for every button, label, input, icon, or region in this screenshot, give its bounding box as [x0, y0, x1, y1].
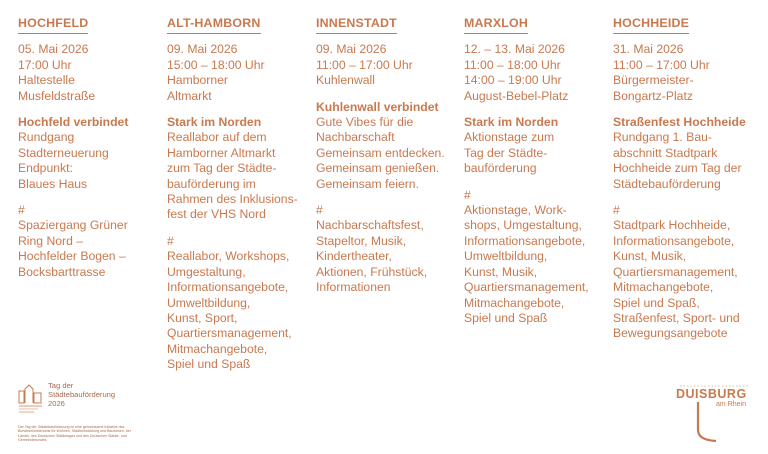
tag-line: Quartiersmanagement,	[464, 280, 589, 295]
hash-marker: #	[316, 203, 323, 218]
event-column	[167, 16, 309, 373]
desc-line: zum Tag der Städte-	[167, 161, 277, 176]
tag-line: Nachbarschaftsfest,	[316, 218, 424, 233]
desc-line: Blaues Haus	[18, 176, 88, 191]
desc-line: Rundgang	[18, 130, 75, 145]
tag-line: Umgestaltung,	[167, 264, 246, 279]
desc-line: Nachbarschaft	[316, 130, 395, 145]
district-heading: INNENSTADT	[316, 16, 397, 34]
event-tags	[18, 218, 160, 280]
desc-line: abschnitt Stadtpark	[613, 145, 718, 160]
desc-line: Rundgang 1. Bau-	[613, 130, 712, 145]
duisburg-logo	[676, 384, 760, 444]
tag-line: Spiel und Spaß	[464, 310, 548, 325]
desc-line: bauförderung	[464, 161, 537, 176]
tag-line: Spiel und Spaß	[167, 357, 251, 372]
tag-line: Informationsangebote,	[167, 280, 289, 295]
event-tags	[613, 218, 755, 341]
tdst-line-1: Tag der	[48, 381, 74, 390]
when-line: 05. Mai 2026	[18, 42, 89, 57]
when-line: Haltestelle	[18, 73, 75, 88]
tag-line: Kunst, Musik,	[464, 264, 538, 279]
when-line: Musfeldstraße	[18, 88, 96, 103]
event-description	[18, 130, 160, 192]
tag-line: Informationen	[316, 280, 391, 295]
tag-line: Umweltbildung,	[464, 249, 548, 264]
event-date-time-place	[316, 42, 458, 88]
when-line: 15:00 – 18:00 Uhr	[167, 57, 265, 72]
event-description	[316, 115, 458, 192]
desc-line: Aktionstage zum	[464, 130, 555, 145]
desc-line: Hamborner Altmarkt	[167, 145, 276, 160]
tag-line: Aktionstage, Work-	[464, 203, 567, 218]
event-description	[464, 130, 606, 176]
tag-line: Stadtpark Hochheide,	[613, 218, 731, 233]
hash-marker: #	[613, 203, 620, 218]
when-line: 11:00 – 17:00 Uhr	[316, 57, 413, 72]
event-title: Straßenfest Hochheide	[613, 115, 746, 130]
tag-line: Hochfelder Bogen –	[18, 249, 126, 264]
when-line: 31. Mai 2026	[613, 42, 684, 57]
event-column	[18, 16, 160, 280]
desc-line: Gemeinsam genießen.	[316, 161, 440, 176]
when-line: Altmarkt	[167, 88, 212, 103]
tag-line: shops, Umgestaltung,	[464, 218, 582, 233]
event-title: Kuhlenwall verbindet	[316, 99, 439, 114]
when-line: Kuhlenwall	[316, 73, 375, 88]
event-tags	[167, 249, 309, 372]
when-line: 11:00 – 17:00 Uhr	[613, 57, 710, 72]
desc-line: Städtebauförderung	[613, 176, 721, 191]
when-line: Hamborner	[167, 73, 228, 88]
fineprint: Der Tag der Städtebauförderung ist eine gemeinsame Initiative des Bundesministeriums für Wohnen, Stadtentwicklung und Bauwesen, der Länder, des Deutschen Städtetages und des Deutschen Städte- und Gemeindebundes.	[18, 425, 131, 443]
desc-line: Gemeinsam feiern.	[316, 176, 419, 191]
event-description	[613, 130, 755, 192]
tag-line: Bewegungsangebote	[613, 326, 728, 341]
event-column	[316, 16, 458, 296]
when-line: 09. Mai 2026	[167, 42, 238, 57]
when-line: 17:00 Uhr	[18, 57, 72, 72]
event-date-time-place	[464, 42, 606, 104]
district-heading: HOCHFELD	[18, 16, 88, 34]
desc-line: bauförderung im	[167, 176, 256, 191]
tag-line: Kunst, Sport,	[167, 310, 238, 325]
district-heading: HOCHHEIDE	[613, 16, 689, 34]
when-line: 14:00 – 19:00 Uhr	[464, 73, 562, 88]
tag-line: Aktionen, Frühstück,	[316, 264, 428, 279]
tag-line: Quartiersmanagement,	[613, 264, 738, 279]
tag-line: Kindertheater,	[316, 249, 392, 264]
when-line: Bongartz-Platz	[613, 88, 693, 103]
desc-line: fest der VHS Nord	[167, 207, 266, 222]
when-line: Bürgermeister-	[613, 73, 694, 88]
district-heading: ALT-HAMBORN	[167, 16, 261, 34]
desc-line: Gute Vibes für die	[316, 115, 414, 130]
when-line: August-Bebel-Platz	[464, 88, 569, 103]
tag-line: Mitmachangebote,	[167, 341, 268, 356]
event-title: Stark im Norden	[167, 115, 262, 130]
tdst-line-3: 2026	[48, 399, 65, 408]
event-column	[613, 16, 755, 342]
desc-line: Stadterneuerung	[18, 145, 109, 160]
event-tags	[316, 218, 458, 295]
tdst-line-2: Städtebauförderung	[48, 390, 116, 399]
desc-line: Rahmen des Inklusions-	[167, 192, 298, 207]
event-tags	[464, 203, 606, 326]
when-line: 11:00 – 18:00 Uhr	[464, 57, 561, 72]
hash-marker: #	[464, 187, 471, 202]
tag-line: Stapeltor, Musik,	[316, 233, 407, 248]
tag-line: Quartiersmanagement,	[167, 326, 292, 341]
houses-icon	[18, 381, 44, 415]
tag-line: Kunst, Musik,	[613, 249, 687, 264]
desc-line: Hochheide zum Tag der	[613, 161, 742, 176]
desc-line: Gemeinsam entdecken.	[316, 145, 445, 160]
tag-line: Spaziergang Grüner	[18, 218, 128, 233]
tag-line: Informationsangebote,	[613, 233, 735, 248]
event-description	[167, 130, 309, 222]
tag-line: Mitmachangebote,	[613, 280, 714, 295]
tag-line: Bocksbarttrasse	[18, 264, 106, 279]
tag-der-staedtebaufoerderung-logo	[18, 381, 158, 421]
duisburg-subline: am Rhein	[716, 401, 746, 408]
when-line: 09. Mai 2026	[316, 42, 387, 57]
district-heading: MARXLOH	[464, 16, 528, 34]
event-title: Stark im Norden	[464, 115, 559, 130]
event-date-time-place	[167, 42, 309, 104]
hash-marker: #	[167, 233, 174, 248]
tag-line: Mitmachangebote,	[464, 295, 565, 310]
event-date-time-place	[613, 42, 755, 104]
event-title: Hochfeld verbindet	[18, 115, 129, 130]
tag-line: Umweltbildung,	[167, 295, 251, 310]
event-column	[464, 16, 606, 326]
tag-line: Reallabor, Workshops,	[167, 249, 290, 264]
when-line: 12. – 13. Mai 2026	[464, 42, 565, 57]
tag-line: Informationsangebote,	[464, 233, 586, 248]
tag-line: Spiel und Spaß,	[613, 295, 700, 310]
desc-line: Reallabor auf dem	[167, 130, 267, 145]
desc-line: Endpunkt:	[18, 161, 73, 176]
event-date-time-place	[18, 42, 160, 104]
duisburg-wordmark: DUISBURG	[676, 387, 747, 401]
tag-line: Ring Nord –	[18, 233, 84, 248]
desc-line: Tag der Städte-	[464, 145, 548, 160]
tag-line: Straßenfest, Sport- und	[613, 310, 740, 325]
hash-marker: #	[18, 203, 25, 218]
